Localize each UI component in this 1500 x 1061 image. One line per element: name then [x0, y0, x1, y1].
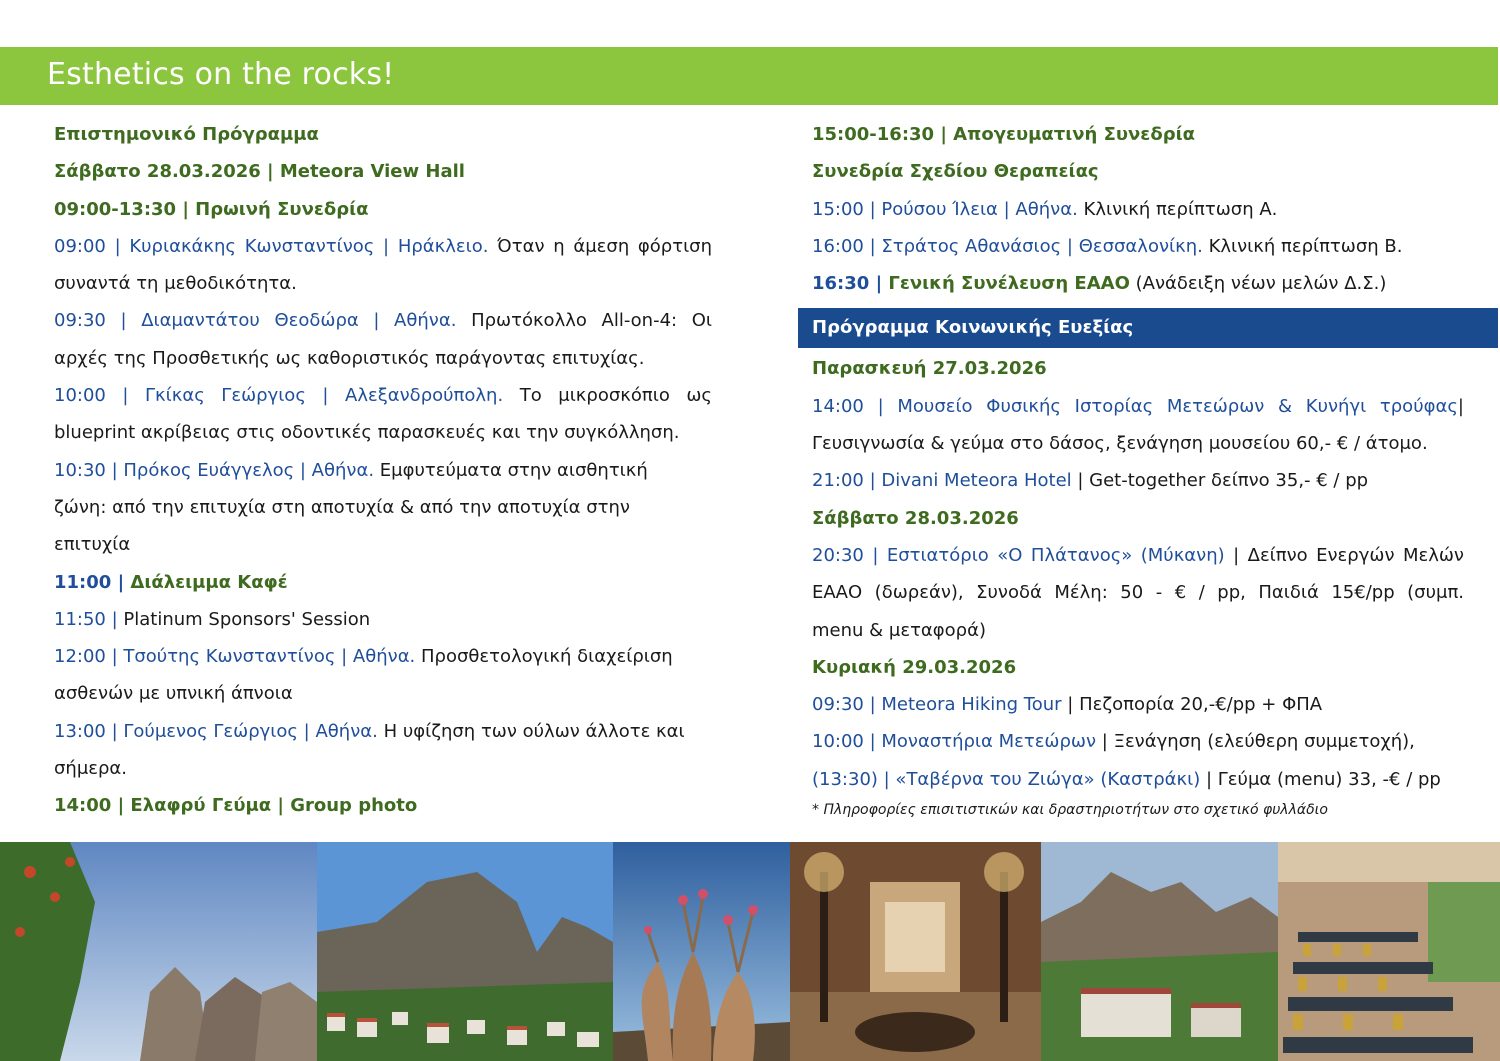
- footnote: * Πληροφορίες επισιτιστικών και δραστηριοτήτων στο σχετικό φυλλάδιο: [812, 802, 1328, 819]
- time-label: 16:30 |: [812, 273, 889, 295]
- schedule-item: [54, 601, 712, 638]
- schedule-item: [54, 302, 712, 339]
- schedule-heading: Κυριακή 29.03.2026: [812, 656, 1017, 678]
- item-description: Το μικροσκόπιο ως: [503, 385, 712, 407]
- speaker-info: 13:00 | Γούμενος Γεώργιος | Αθήνα.: [54, 720, 378, 742]
- afternoon-and-social-column: [812, 116, 1464, 822]
- schedule-heading: 15:00-16:30 | Απογευματινή Συνεδρία: [812, 124, 1195, 145]
- description-text: σήμερα.: [54, 758, 128, 780]
- item-description: Κλινική περίπτωση Α.: [1077, 198, 1278, 220]
- social-program-title: Πρόγραμμα Κοινωνικής Ευεξίας: [812, 317, 1134, 339]
- item-description: Προσθετολογική διαχείριση: [415, 646, 673, 668]
- schedule-heading: 14:00 | Ελαφρύ Γεύμα | Group photo: [54, 795, 418, 817]
- item-description: |: [1457, 395, 1464, 417]
- meteora-village-photo: [317, 842, 613, 1061]
- schedule-item: [812, 723, 1464, 760]
- schedule-heading: 09:00-13:30 | Πρωινή Συνεδρία: [54, 198, 369, 220]
- schedule-item: [812, 228, 1464, 265]
- schedule-item: [812, 761, 1464, 798]
- rock-peaks-photo: [0, 842, 317, 1061]
- schedule-item: [812, 462, 1464, 499]
- description-text: συναντά τη μεθοδικότητα.: [54, 273, 297, 295]
- schedule-item: [812, 388, 1464, 425]
- description-text: επιτυχία: [54, 534, 131, 556]
- item-description: (Ανάδειξη νέων μελών Δ.Σ.): [1129, 273, 1387, 295]
- item-description: | Get-together δείπνο 35,- € / pp: [1071, 470, 1369, 492]
- schedule-text-line: [54, 340, 712, 377]
- speaker-info: 09:30 | Meteora Hiking Tour: [812, 694, 1062, 716]
- speaker-info: 09:30 | Διαμαντάτου Θεοδώρα | Αθήνα.: [54, 310, 457, 332]
- schedule-item: [812, 686, 1464, 723]
- scientific-program-column: [54, 116, 712, 825]
- schedule-item: [812, 537, 1464, 574]
- event-label: Διάλειμμα Καφέ: [124, 571, 288, 593]
- schedule-item: [54, 377, 712, 414]
- speaker-info: 14:00 | Μουσείο Φυσικής Ιστορίας Μετεώρων & Κυνήγι τρούφας: [812, 395, 1458, 417]
- schedule-item: [812, 265, 1464, 302]
- description-text: Γευσιγνωσία & γεύμα στο δάσος, ξενάγηση μουσείου 60,- € / άτομο.: [812, 433, 1428, 455]
- speaker-info: 11:50 |: [54, 608, 118, 630]
- photo-strip: [0, 842, 1500, 1061]
- description-text: ΕΑΑΟ (δωρεάν), Συνοδά Μέλη: 50 - € / pp, Παιδιά 15€/pp (συμπ.: [812, 582, 1464, 604]
- description-text: blueprint ακρίβειας στις οδοντικές παρασκευές και την συγκόλληση.: [54, 422, 680, 444]
- conference-hall-photo: [1278, 842, 1500, 1061]
- schedule-text-line: [54, 750, 712, 787]
- schedule-item: [54, 228, 712, 265]
- schedule-item: [812, 191, 1464, 228]
- hotel-lobby-photo: [790, 842, 1041, 1061]
- schedule-item: [54, 713, 712, 750]
- item-description: Πρωτόκολλο All-on-4: Οι: [456, 310, 712, 332]
- item-description: | Δείπνο Ενεργών Μελών: [1224, 544, 1464, 566]
- description-text: αρχές της Προσθετικής ως καθοριστικός παράγοντας επιτυχίας.: [54, 347, 645, 369]
- schedule-text-line: [812, 612, 1464, 649]
- speaker-info: 12:00 | Τσούτης Κωνσταντίνος | Αθήνα.: [54, 646, 416, 668]
- time-label: 11:00 |: [54, 571, 125, 593]
- item-description: Platinum Sponsors' Session: [117, 608, 371, 630]
- schedule-item: [54, 452, 712, 489]
- schedule-heading: Σάββατο 28.03.2026 | Meteora View Hall: [54, 161, 465, 183]
- speaker-info: 15:00 | Ρούσου Ίλεια | Αθήνα.: [812, 198, 1078, 220]
- item-description: Όταν η άμεση φόρτιση: [488, 235, 712, 257]
- page-title: Esthetics on the rocks!: [47, 57, 395, 92]
- schedule-item: [54, 564, 712, 601]
- item-description: | Πεζοπορία 20,-€/pp + ΦΠΑ: [1061, 694, 1323, 716]
- event-label: Γενική Συνέλευση ΕΑΑΟ: [888, 273, 1130, 295]
- schedule-text-line: [54, 489, 712, 526]
- hotel-landscape-photo: [1041, 842, 1278, 1061]
- bottle-trees-photo: [613, 842, 790, 1061]
- description-text: ζώνη: από την επιτυχία στη αποτυχία & από την αποτυχία στην: [54, 496, 630, 518]
- speaker-info: 10:00 | Μοναστήρια Μετεώρων: [812, 731, 1097, 753]
- schedule-text-line: [54, 526, 712, 563]
- speaker-info: 10:30 | Πρόκος Ευάγγελος | Αθήνα.: [54, 459, 375, 481]
- schedule-text-line: [54, 414, 712, 451]
- schedule-heading: Σάββατο 28.03.2026: [812, 507, 1019, 529]
- speaker-info: (13:30) | «Ταβέρνα του Ζιώγα» (Καστράκι): [812, 768, 1201, 790]
- description-text: ασθενών με υπνική άπνοια: [54, 683, 293, 705]
- speaker-info: 20:30 | Εστιατόριο «Ο Πλάτανος» (Μύκανη): [812, 544, 1225, 566]
- schedule-heading: Επιστημονικό Πρόγραμμα: [54, 124, 319, 145]
- title-banner: [0, 47, 1498, 105]
- schedule-text-line: [812, 574, 1464, 611]
- item-description: Η υφίζηση των ούλων άλλοτε και: [377, 720, 685, 742]
- speaker-info: 21:00 | Divani Meteora Hotel: [812, 470, 1072, 492]
- speaker-info: 10:00 | Γκίκας Γεώργιος | Αλεξανδρούπολη.: [54, 385, 504, 407]
- item-description: Κλινική περίπτωση Β.: [1202, 235, 1403, 257]
- schedule-item: [54, 638, 712, 675]
- schedule-heading: Συνεδρία Σχεδίου Θεραπείας: [812, 161, 1099, 183]
- item-description: | Γεύμα (menu) 33, -€ / pp: [1200, 768, 1441, 790]
- social-program-header: [798, 308, 1498, 348]
- speaker-info: 09:00 | Κυριακάκης Κωνσταντίνος | Ηράκλειο.: [54, 235, 489, 257]
- speaker-info: 16:00 | Στράτος Αθανάσιος | Θεσσαλονίκη.: [812, 235, 1203, 257]
- schedule-heading: Παρασκευή 27.03.2026: [812, 358, 1047, 380]
- schedule-text-line: [54, 675, 712, 712]
- item-description: Εμφυτεύματα στην αισθητική: [374, 459, 648, 481]
- schedule-text-line: [812, 425, 1464, 462]
- description-text: menu & μεταφορά): [812, 619, 986, 641]
- schedule-text-line: [54, 265, 712, 302]
- item-description: | Ξενάγηση (ελεύθερη συμμετοχή),: [1096, 731, 1415, 753]
